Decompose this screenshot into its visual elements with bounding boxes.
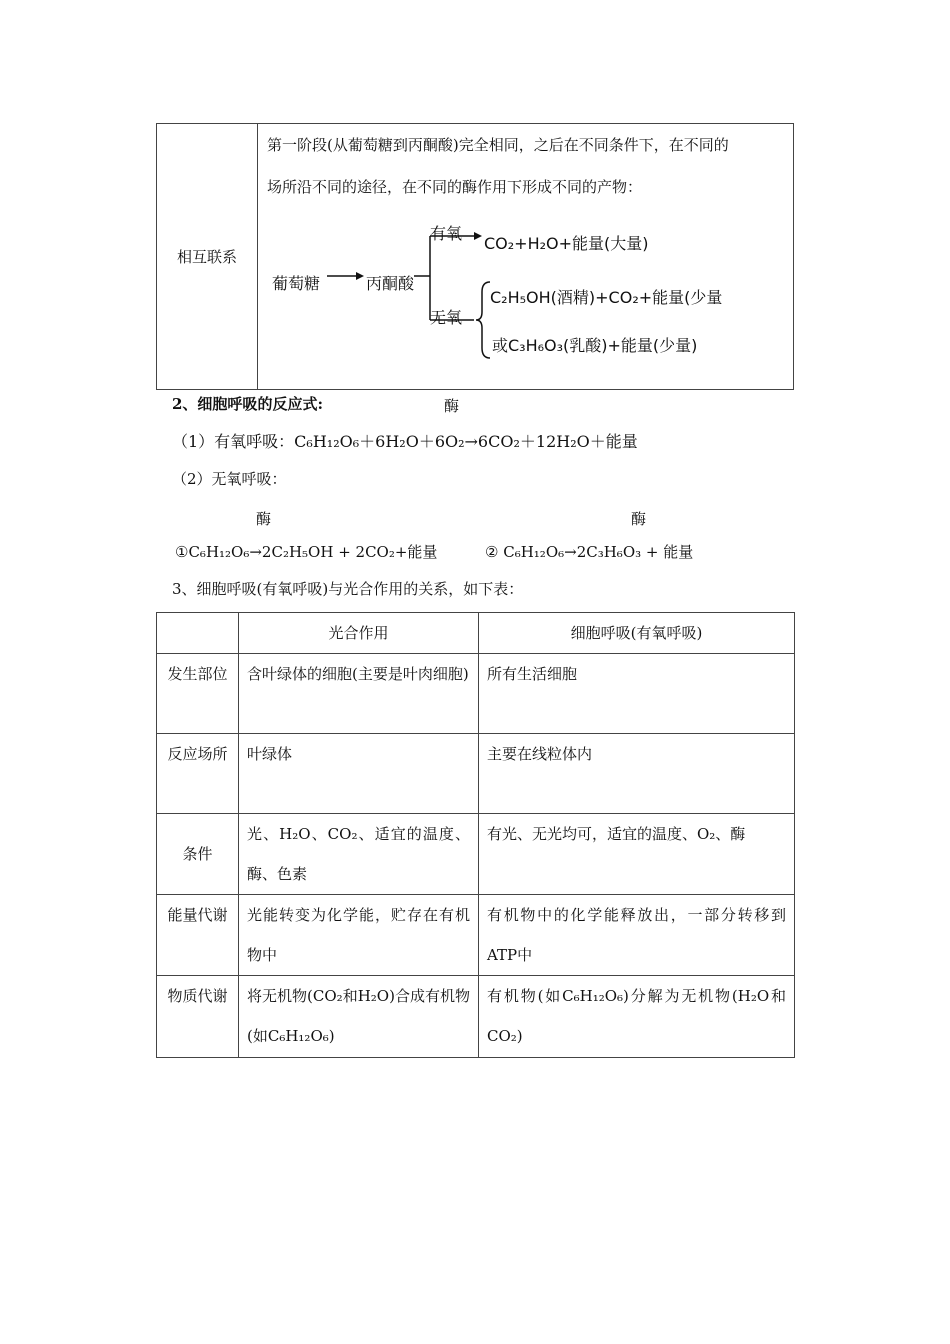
table-row bbox=[157, 976, 795, 1058]
glucose-label: 葡萄糖 bbox=[272, 274, 321, 293]
photosynthesis-cell: 含叶绿体的细胞(主要是叶肉细胞) bbox=[239, 654, 479, 734]
respiration-pathway-diagram bbox=[258, 208, 788, 388]
comparison-table bbox=[156, 612, 795, 1058]
respiration-cell: 有机物中的化学能释放出，一部分转移到ATP中 bbox=[479, 895, 795, 976]
anaerobic-product-2: 或C₃H₆O₃(乳酸)+能量(少量) bbox=[492, 336, 698, 355]
respiration-cell: 有光、无光均可，适宜的温度、O₂、酶 bbox=[479, 814, 795, 895]
respiration-cell: 有机物(如C₆H₁₂O₆)分解为无机物(H₂O和CO₂) bbox=[479, 976, 795, 1058]
relation-text-line2: 场所沿不同的途径，在不同的酶作用下形成不同的产物： bbox=[267, 178, 643, 196]
aerobic-product: CO₂+H₂O+能量(大量) bbox=[484, 234, 649, 253]
pyruvate-label: 丙酮酸 bbox=[366, 274, 415, 293]
relation-content bbox=[258, 124, 794, 390]
anaerobic-product-1: C₂H₅OH(酒精)+CO₂+能量(少量 bbox=[490, 288, 723, 307]
row-label: 物质代谢 bbox=[157, 976, 239, 1058]
aerobic-label: 有氧 bbox=[430, 224, 463, 243]
row-label: 条件 bbox=[157, 814, 239, 895]
section2-title: 2、细胞呼吸的反应式: bbox=[172, 395, 323, 413]
header-photosynthesis: 光合作用 bbox=[239, 613, 479, 654]
table-row bbox=[157, 895, 795, 976]
enzyme-label-1: 酶 bbox=[256, 510, 272, 528]
row-label: 反应场所 bbox=[157, 734, 239, 814]
anaerobic-equation-1: ①C₆H₁₂O₆→2C₂H₅OH + 2CO₂+能量 bbox=[175, 543, 438, 561]
relation-label: 相互联系 bbox=[157, 124, 258, 390]
anaerobic-equation-2: ② C₆H₁₂O₆→2C₃H₆O₃ + 能量 bbox=[485, 543, 694, 561]
relation-table bbox=[156, 123, 794, 390]
table-row bbox=[157, 734, 795, 814]
anaerobic-title: （2）无氧呼吸： bbox=[172, 470, 287, 488]
header-empty bbox=[157, 613, 239, 654]
photosynthesis-cell: 叶绿体 bbox=[239, 734, 479, 814]
relation-text-line1: 第一阶段(从葡萄糖到丙酮酸)完全相同，之后在不同条件下，在不同的 bbox=[267, 136, 729, 154]
enzyme-label-2: 酶 bbox=[631, 510, 647, 528]
header-respiration: 细胞呼吸(有氧呼吸) bbox=[479, 613, 795, 654]
table-header-row bbox=[157, 613, 795, 654]
table-row bbox=[157, 814, 795, 895]
anaerobic-label: 无氧 bbox=[430, 308, 463, 327]
section3-title: 3、细胞呼吸(有氧呼吸)与光合作用的关系，如下表： bbox=[172, 580, 524, 598]
photosynthesis-cell: 光能转变为化学能，贮存在有机物中 bbox=[239, 895, 479, 976]
aerobic-equation: （1）有氧呼吸：C₆H₁₂O₆＋6H₂O＋6O₂→6CO₂＋12H₂O＋能量 bbox=[172, 432, 638, 451]
row-label: 能量代谢 bbox=[157, 895, 239, 976]
respiration-cell: 主要在线粒体内 bbox=[479, 734, 795, 814]
table-row bbox=[157, 654, 795, 734]
row-label: 发生部位 bbox=[157, 654, 239, 734]
respiration-cell: 所有生活细胞 bbox=[479, 654, 795, 734]
photosynthesis-cell: 光、H₂O、CO₂、适宜的温度、酶、色素 bbox=[239, 814, 479, 895]
enzyme-label-aerobic: 酶 bbox=[444, 397, 460, 415]
photosynthesis-cell: 将无机物(CO₂和H₂O)合成有机物(如C₆H₁₂O₆) bbox=[239, 976, 479, 1058]
